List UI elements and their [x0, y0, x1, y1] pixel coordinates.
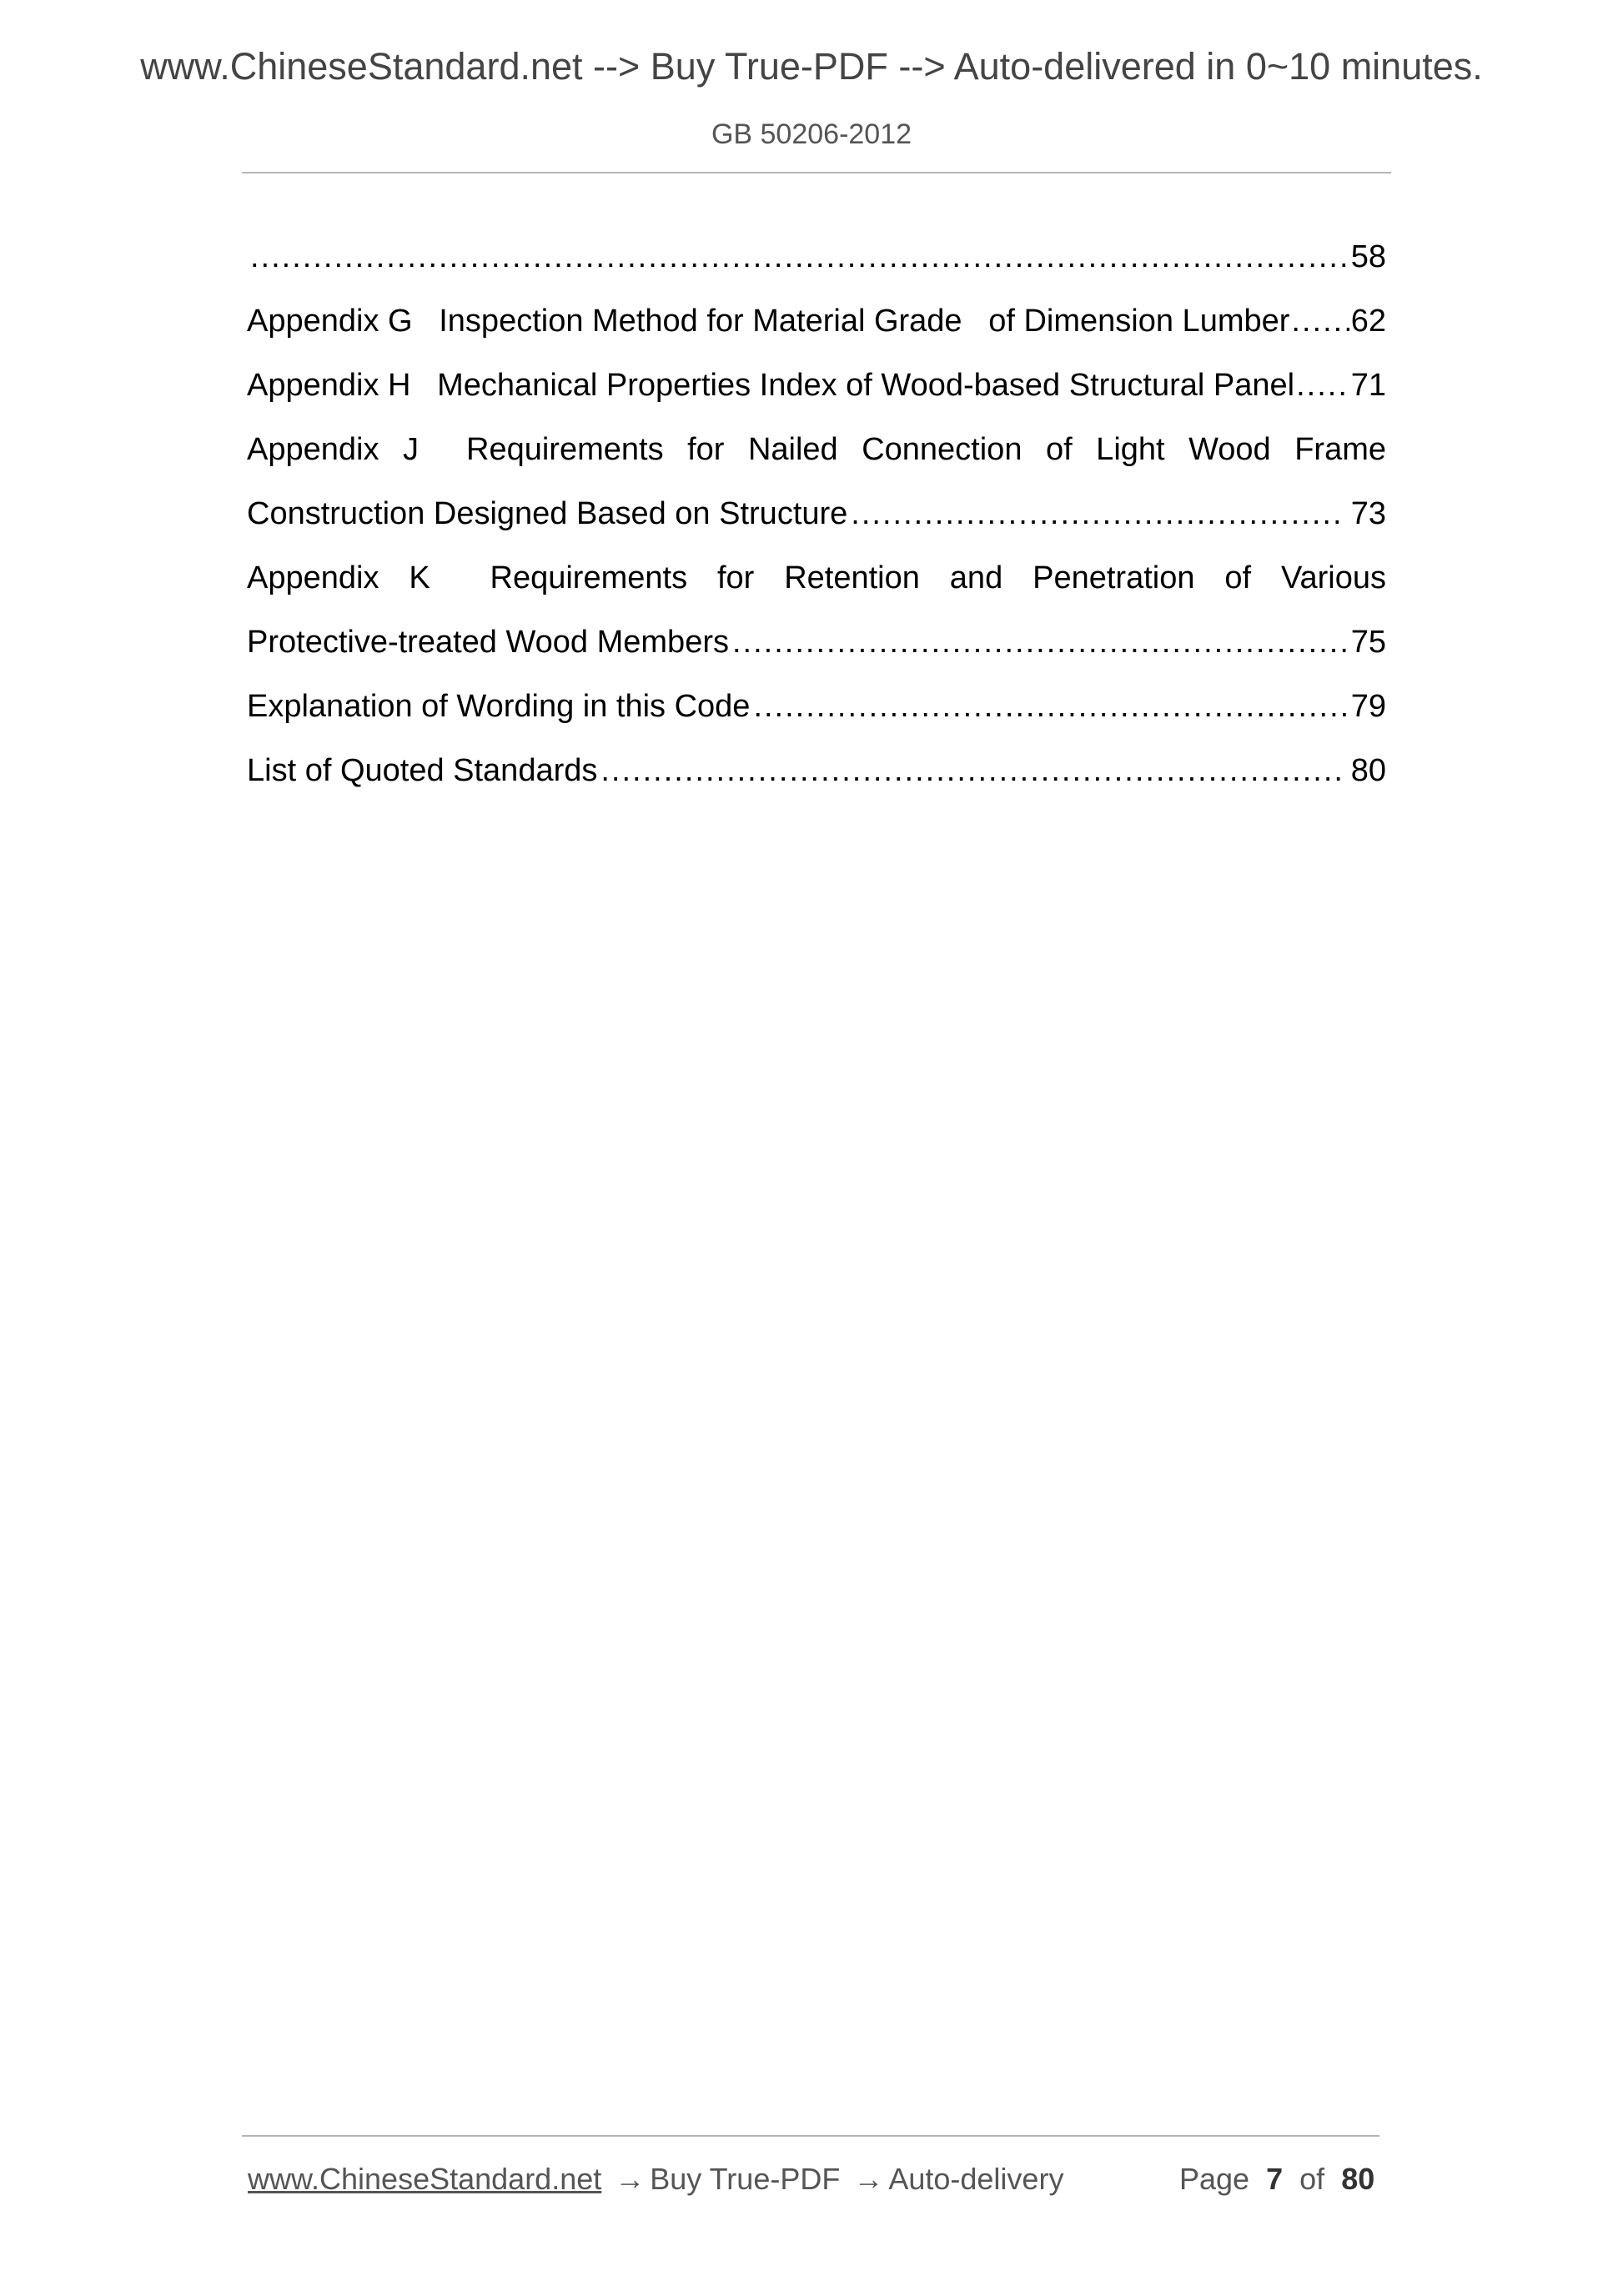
toc-entry-appendix-k-continued[interactable] [247, 610, 1386, 675]
toc-entry-appendix-h[interactable] [247, 354, 1386, 418]
toc-entry-title: Appendix H Mechanical Properties Index of Wood-based Structural Panel [247, 368, 1295, 403]
toc-entry-title: Construction Designed Based on Structure [247, 496, 848, 531]
total-page-count: 80 [1341, 2162, 1375, 2196]
toc-page-number: 58 [1350, 239, 1386, 274]
page-label: Page [1179, 2162, 1250, 2196]
toc-entry-title: Appendix G Inspection Method for Material Grade of Dimension Lumber [247, 304, 1290, 339]
toc-page-number: 62 [1350, 304, 1386, 339]
toc-entry-appendix-k[interactable] [247, 546, 1386, 610]
toc-dot-leader [851, 482, 1345, 546]
of-label: of [1299, 2162, 1325, 2196]
toc-page-number: 75 [1350, 625, 1386, 660]
toc-dot-leader [600, 739, 1345, 803]
toc-entry-title: Explanation of Wording in this Code [247, 689, 751, 724]
footer-delivery-text: Auto-delivery [888, 2162, 1064, 2196]
toc-dot-leader [1296, 354, 1349, 418]
header-divider [242, 172, 1391, 173]
arrow-right-icon: → [853, 2162, 884, 2196]
source-banner: www.ChineseStandard.net --> Buy True-PDF --> Auto-delivered in 0~10 minutes. [140, 45, 1483, 88]
page-indicator [1179, 2160, 1374, 2198]
footer-divider [242, 2135, 1379, 2137]
toc-entry-quoted-standards[interactable] [247, 739, 1386, 803]
toc-entry-title: Appendix J Requirements for Nailed Connection of Light Wood Frame [247, 432, 1386, 467]
toc-entry-appendix-g[interactable] [247, 289, 1386, 354]
toc-dot-leader [732, 610, 1346, 675]
toc-entry-continued[interactable] [247, 225, 1386, 289]
footer-promo [248, 2160, 1063, 2198]
current-page-number: 7 [1266, 2162, 1284, 2196]
table-of-contents [247, 225, 1386, 803]
toc-entry-appendix-j[interactable] [247, 418, 1386, 482]
toc-entry-title: Appendix K Requirements for Retention and Penetration of Various [247, 560, 1386, 595]
toc-entry-title: List of Quoted Standards [247, 753, 598, 788]
arrow-right-icon: → [615, 2162, 646, 2196]
toc-page-number: 73 [1350, 496, 1386, 531]
toc-dot-leader [1291, 289, 1349, 354]
document-code: GB 50206-2012 [711, 118, 912, 150]
toc-entry-appendix-j-continued[interactable] [247, 482, 1386, 546]
footer-buy-text: Buy True-PDF [650, 2162, 841, 2196]
toc-dot-leader [753, 675, 1345, 739]
toc-page-number: 79 [1350, 689, 1386, 724]
footer-site-link[interactable]: www.ChineseStandard.net [248, 2162, 602, 2196]
toc-entry-title: Protective-treated Wood Members [247, 625, 729, 660]
toc-page-number: 71 [1350, 368, 1386, 403]
toc-dot-leader [250, 225, 1346, 289]
toc-entry-explanation-of-wording[interactable] [247, 675, 1386, 739]
toc-page-number: 80 [1350, 753, 1386, 788]
